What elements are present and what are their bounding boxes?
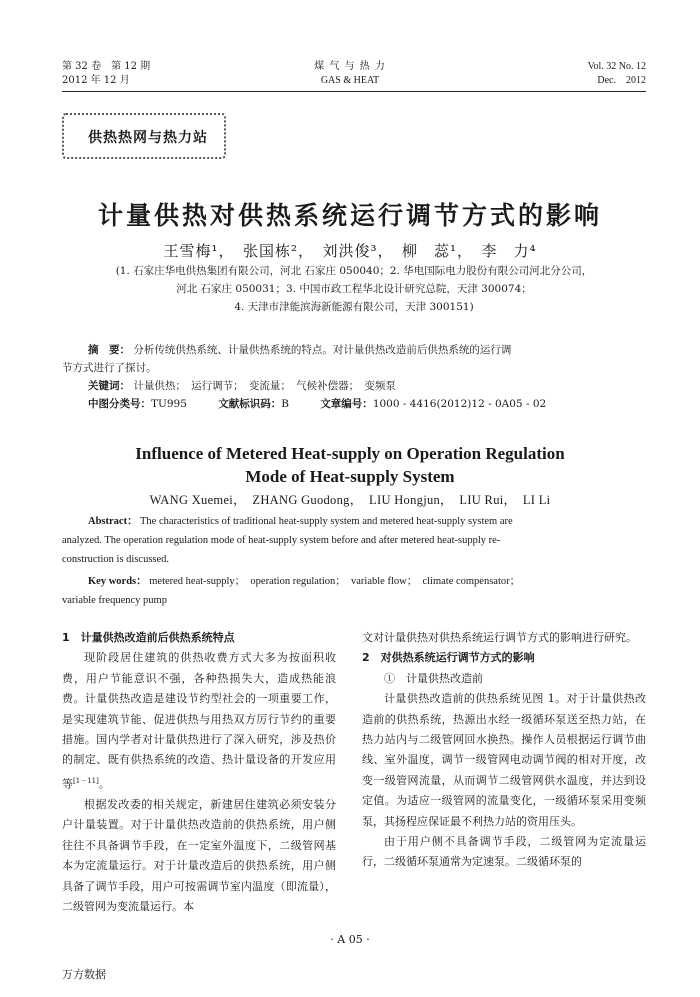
title-en-line-1: Influence of Metered Heat-supply on Operation Regulation xyxy=(135,444,565,463)
subsection-heading: ① 计量供热改造前 xyxy=(384,671,483,685)
header-rule xyxy=(62,91,646,92)
article-number-label: 文章编号： xyxy=(320,398,373,410)
keywords-cn xyxy=(88,377,648,395)
title-en-line-2: Mode of Heat-supply System xyxy=(245,467,455,486)
citation-ref: [1－11] xyxy=(73,776,99,785)
affiliation-line-1: (1. 石家庄华电供热集团有限公司，河北 石家庄 050040；2. 华电国际电力股份有限公司河北分公司， xyxy=(115,265,593,277)
keywords-en-line-1: metered heat-supply； operation regulation； variable flow； climate compensator； xyxy=(149,576,521,587)
doc-code-value: B xyxy=(281,398,289,410)
article-number-value: 1000 - 4416(2012)12 - 0A05 - 02 xyxy=(372,398,547,410)
abstract-en xyxy=(88,512,648,531)
keywords-en-label: Key words： xyxy=(88,576,147,587)
authors-cn: 王雪梅¹， 张国栋²， 刘洪俊³， 柳 蕊¹， 李 力⁴ xyxy=(163,242,537,260)
watermark-wanfang: 万方数据 xyxy=(62,968,106,981)
class-label: 中图分类号： xyxy=(88,398,151,410)
keywords-cn-label: 关键词： xyxy=(88,380,130,392)
section-2-heading: 2 对供热系统运行调节方式的影响 xyxy=(362,651,535,665)
page-number: · A 05 · xyxy=(330,933,370,946)
affiliation-line-3: 4. 天津市津能滨海新能源有限公司，天津 300151) xyxy=(234,301,474,313)
class-value: TU995 xyxy=(151,398,187,410)
header-journal-en: GAS & HEAT xyxy=(320,75,380,86)
paragraph-1-end: 。 xyxy=(98,777,110,791)
title-cn: 计量供热对供热系统运行调节方式的影响 xyxy=(97,201,602,230)
keywords-en-line-2: variable frequency pump xyxy=(62,595,167,606)
keywords-cn-text: 计量供热； 运行调节； 变流量； 气候补偿器； 变频泵 xyxy=(133,380,396,392)
abstract-cn-text: 分析传统供热系统、计量供热系统的特点。对计量供热改造前后供热系统的运行调 xyxy=(133,344,512,356)
paragraph-right-1: 计量供热改造前的供热系统见图 1。对于计量供热改造前的供热系统，热源出水经一级循环泵送至热力站，在热力站内与二级管网回水换热。操作人员根据运行调节曲线、室外温度，调节一级管网电动调节阀的相对开度，改变一级管网流量，从而调节二级管网供水温度，并达到设定值。为适应一级管网的流量变化，一级循环泵采用变频泵，其扬程应保证最不利热力站的资用压头。 xyxy=(362,692,646,828)
section-label: 供热热网与热力站 xyxy=(88,130,208,146)
abstract-en-line-3: construction is discussed. xyxy=(62,554,170,565)
header-date-en: Dec. 2012 xyxy=(597,75,646,86)
classification-line xyxy=(88,395,648,413)
abstract-cn-text-cont: 节方式进行了探讨。 xyxy=(62,362,157,374)
section-label-box xyxy=(62,113,226,159)
affiliation-line-2: 河北 石家庄 050031；3. 中国市政工程华北设计研究总院，天津 300074； xyxy=(176,283,532,295)
abstract-en-label: Abstract： xyxy=(88,516,138,527)
doc-code-label: 文献标识码： xyxy=(218,398,282,410)
paragraph-right-0: 文对计量供热对供热系统运行调节方式的影响进行研究。 xyxy=(362,631,637,644)
keywords-en xyxy=(88,572,648,591)
abstract-en-line-2: analyzed. The operation regulation mode of heat-supply system before and after metered heat-supply re- xyxy=(62,535,501,546)
paragraph-2: 根据发改委的相关规定，新建居住建筑必须安装分户计量装置。对于计量供热改造前的供热系统，用户侧往往不具备调节手段，在一定室外温度下，二级管网基本为定流量运行。对于计量改造后的供热系统，用户侧具备了调节手段，用户可按需调节室内温度（即流量），二级管网为变流量运行。本 xyxy=(62,797,336,913)
header-journal-cn: 煤 气 与 热 力 xyxy=(314,61,386,72)
section-1-heading: 1 计量供热改造前后供热系统特点 xyxy=(62,631,235,644)
body-left-column xyxy=(62,628,336,917)
abstract-cn xyxy=(88,341,648,359)
header-date-cn: 2012 年 12 月 xyxy=(62,75,130,86)
body-right-column xyxy=(362,628,646,873)
abstract-cn-label: 摘 要： xyxy=(88,344,130,356)
header-volume-cn: 第 32 卷 第 12 期 xyxy=(62,61,151,72)
authors-en: WANG Xuemei， ZHANG Guodong， LIU Hongjun， LIU Rui， LI Li xyxy=(149,493,551,507)
paragraph-right-2: 由于用户侧不具备调节手段，二级管网为定流量运行，二级循环泵通常为定速泵。二级循环泵的 xyxy=(362,835,646,869)
paragraph-1 xyxy=(62,648,336,795)
paragraph-1-text: 现阶段居住建筑的供热收费方式大多为按面积收费，用户节能意识不强，各种热损失大，造成热能浪费。计量供热改造是建设节约型社会的一项重要工作，是实现建筑节能、促进供热与用热双方厉行节约的重要措施。国内学者对计量供热进行了深入研究，涉及热价的制定、既有供热系统的改造、热计量设备的开发应用等 xyxy=(62,651,336,791)
abstract-en-line-1: The characteristics of traditional heat-supply system and metered heat-supply system are xyxy=(140,516,513,527)
header-volume-en: Vol. 32 No. 12 xyxy=(587,61,646,72)
